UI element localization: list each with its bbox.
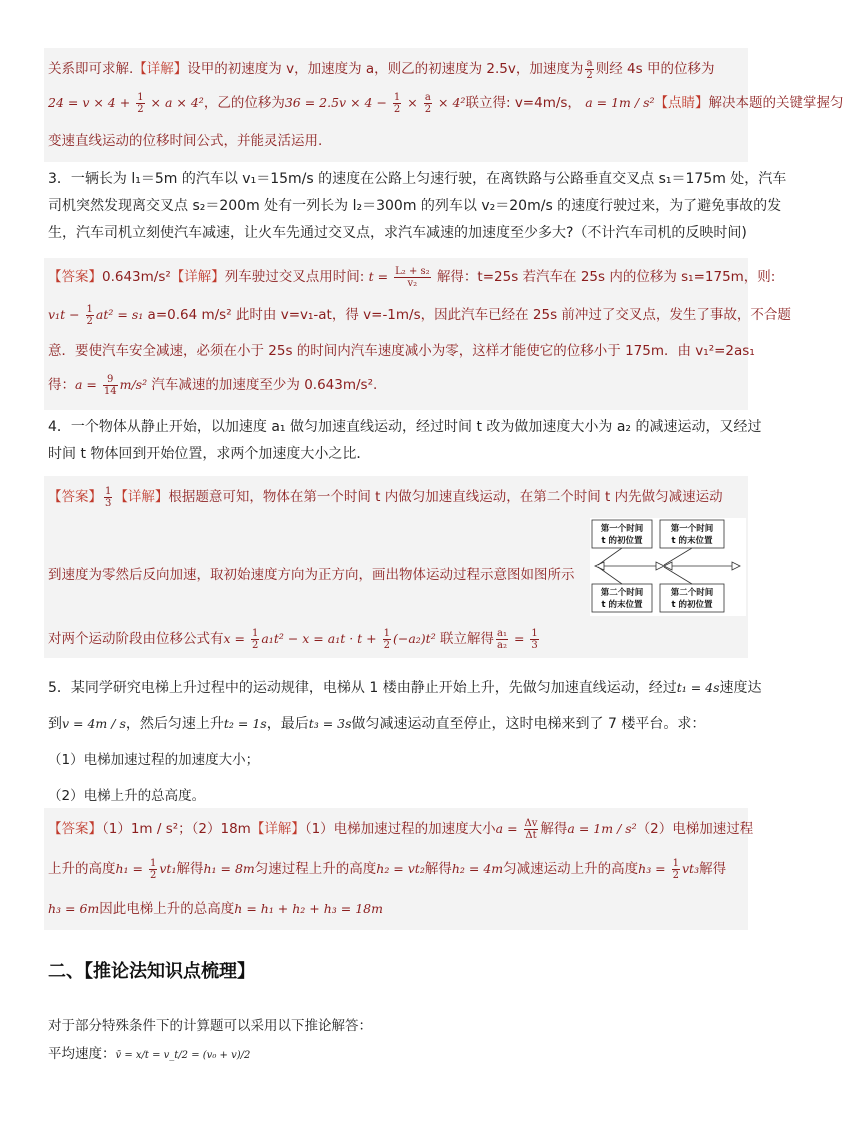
detail-tag: 【详解】 [133,61,188,77]
answer-block-5: 【答案】（1）1m / s²；（2）18m【详解】（1）电梯加速过程的加速度大小a = $\frac{\Delta v}{\Delta t}$ 解得a = 1m / s²（2）电梯加速过程 上升的高度h₁ = $\frac{1}{2}$ vt₁解得h₁ = 8m匀速过程上升的高度h₂ = vt₂解得h₂ = 4m匀减速运动上升的高度h₃ = $\frac{1}{2}$ vt₃解得 h₃ = 6m因此电梯上升的总高度h = h₁ + h₂ + h₃ = 18m [44,808,748,930]
box-2-text-2: t 的末位置 [671,536,713,546]
answer-line: 变速直线运动的位移时间公式，并能灵活运用. [48,133,323,149]
fraction: $\frac{a}{2}$ [586,57,593,81]
answer-line: 24 = v × 4 + $\frac{1}{2}$ × a × 4²，乙的位移为36 = 2.5v × 4 − $\frac{1}{2}$ × $\frac{a}{2}$ × 4²联立得: v=4m/s， a = 1m / s²【点睛】解决本题的关键掌握匀 [48,91,844,115]
box-1-text-1: 第一个时间 [600,524,644,534]
answer-line: 关系即可求解.【详解】设甲的初速度为 v，加速度为 a，则乙的初速度为 2.5v，加速度为 $\frac{a}{2}$ 则经 4s 甲的位移为 [48,57,715,81]
question-3: 3．一辆长为 l₁＝5m 的汽车以 v₁＝15m/s 的速度在公路上匀速行驶，在离铁路与公路垂直交叉点 s₁＝175m 处，汽车 司机突然发现离交叉点 s₂＝200m 处有一列长为 l₂＝300m 的列车以 v₂＝20m/s 的速度行驶过来，为了避免事故的发 生，汽车司机立刻使汽车减速，让火车先通过交叉点，求汽车减速的加速度至少多大?（不计汽车司机的反映时间) [48,171,787,241]
average-velocity-line: 平均速度：v̄ = x/t = v_t/2 = (v₀ + v)/2 [48,1046,251,1062]
box-3-text-2: t 的末位置 [601,600,643,610]
box-2-text-1: 第一个时间 [670,524,714,534]
box-4-text-2: t 的初位置 [671,600,713,610]
answer-block-4: 【答案】 $\frac{1}{3}$ 【详解】根据题意可知，物体在第一个时间 t 内做匀加速直线运动，在第二个时间 t 内先做匀减速运动 到速度为零然后反向加速，取初始速度方向为正方向，画出物体运动过程示意图如图所示 对两个运动阶段由位移公式有x = $\frac{1}{2}$ a₁t² − x = a₁t · t + $\frac{1}{2}$ (−a₂)t² 联立解得 $\frac{\text{a₁}}{\text{a₂}}$ = $\frac{1}{3}$ [44,476,748,658]
question-4: 4．一个物体从静止开始，以加速度 a₁ 做匀加速直线运动，经过时间 t 改为做加速度大小为 a₂ 的减速运动，又经过 时间 t 物体回到开始位置，求两个加速度大小之比． [48,419,762,462]
section-heading: 二、【推论法知识点梳理】 [48,961,255,982]
answer-block-2 [44,48,844,162]
tip-tag: 【点睛】 [654,95,709,111]
answer-block-3: 【答案】0.643m/s²【详解】列车驶过交叉点用时间: t = $\frac{\text{L₂ + s₂}}{\text{v₂}}$ 解得：t=25s 若汽车在 25s 内的位移为 s₁=175m，则: v₁t − $\frac{1}{2}$ at² = s₁ a=0.64 m/s² 此时由 v=v₁-at，得 v=-1m/s，因此汽车已经在 25s 前冲过了交叉点，发生了事故，不合题 意．要使汽车安全减速，必须在小于 25s 的时间内汽车速度减小为零，这样才能使它的位移小于 175m．由 v₁²=2as₁ 得：a = $\frac{9}{14}$ m/s² 汽车减速的加速度至少为 0.643m/s². [44,258,748,410]
question-5: 5．某同学研究电梯上升过程中的运动规律，电梯从 1 楼由静止开始上升，先做匀加速直线运动，经过t₁ = 4s速度达 到v = 4m / s，然后匀速上升t₂ = 1s，最后t₃ = 3s做匀减速运动直至停止，这时电梯来到了 7 楼平台。求： （1）电梯加速过程的加速度大小； （2）电梯上升的总高度。 [48,680,762,804]
box-3-text-1: 第二个时间 [600,588,644,598]
section-intro: 对于部分特殊条件下的计算题可以采用以下推论解答： [48,1018,372,1034]
motion-diagram [590,518,746,616]
box-1-text-2: t 的初位置 [601,536,643,546]
box-4-text-1: 第二个时间 [670,588,714,598]
